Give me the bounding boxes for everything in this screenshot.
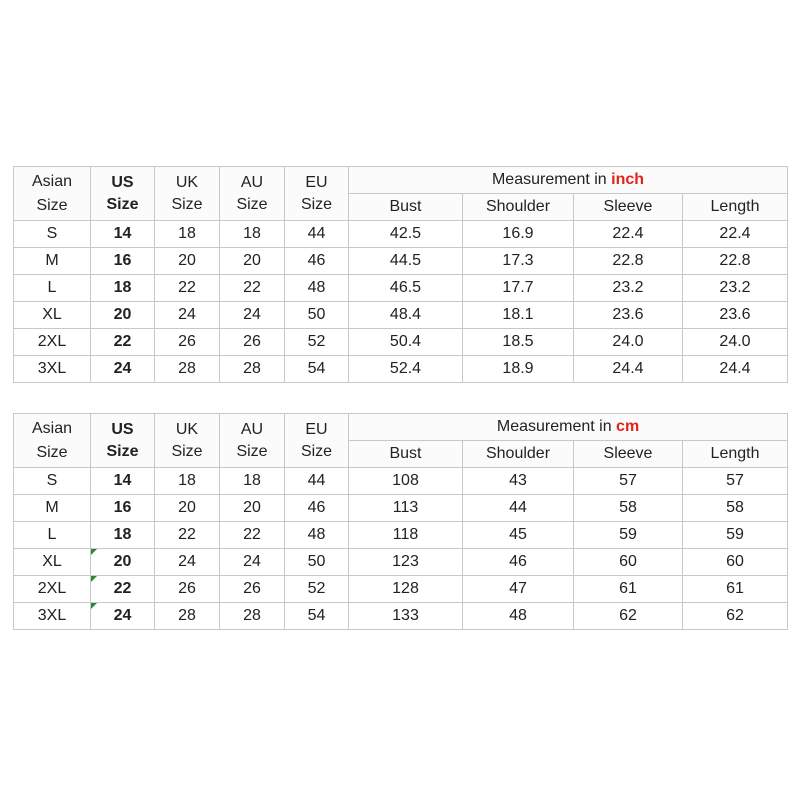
us-size-value: 20 (113, 553, 132, 570)
bust-cell: 133 (349, 603, 463, 630)
au-size-cell: 20 (220, 495, 285, 522)
sleeve-cell: 22.4 (574, 221, 683, 248)
header-text: AU (240, 420, 264, 438)
uk-size-cell: 28 (155, 356, 220, 383)
us-size-header (91, 167, 155, 221)
eu-size-cell: 54 (285, 603, 349, 630)
header-text: Size (36, 443, 68, 461)
shoulder-cell: 17.3 (463, 248, 574, 275)
table-row (14, 356, 788, 383)
header-text: EU (305, 173, 328, 191)
us-size-cell: 18 (91, 522, 155, 549)
length-cell: 61 (683, 576, 788, 603)
au-size-cell: 20 (220, 248, 285, 275)
uk-size-cell: 26 (155, 576, 220, 603)
uk-size-cell: 18 (155, 221, 220, 248)
header-text: UK (175, 173, 199, 191)
header-text: Asian (31, 419, 73, 437)
length-cell: 59 (683, 522, 788, 549)
asian-size-cell: XL (14, 302, 91, 329)
asian-size-cell: S (14, 221, 91, 248)
shoulder-cell: 46 (463, 549, 574, 576)
uk-size-cell: 24 (155, 302, 220, 329)
au-size-cell: 18 (220, 468, 285, 495)
sleeve-cell: 58 (574, 495, 683, 522)
table-row (14, 248, 788, 275)
shoulder-cell: 48 (463, 603, 574, 630)
measurement-prefix: Measurement in (491, 171, 607, 188)
table-row (14, 275, 788, 302)
us-size-cell: 24 (91, 356, 155, 383)
bust-cell: 113 (349, 495, 463, 522)
us-size-cell: 18 (91, 275, 155, 302)
au-size-cell: 28 (220, 603, 285, 630)
table-row (14, 522, 788, 549)
eu-size-cell: 54 (285, 356, 349, 383)
au-size-cell: 18 (220, 221, 285, 248)
shoulder-header: Shoulder (463, 441, 574, 468)
length-cell: 60 (683, 549, 788, 576)
us-size-cell (91, 603, 155, 630)
us-size-cell: 16 (91, 248, 155, 275)
header-text: UK (175, 420, 199, 438)
us-size-cell: 22 (91, 329, 155, 356)
asian-size-cell: 2XL (14, 329, 91, 356)
measurement-header (349, 167, 788, 194)
shoulder-cell: 47 (463, 576, 574, 603)
header-text: Size (36, 196, 68, 214)
sleeve-cell: 23.6 (574, 302, 683, 329)
bust-cell: 52.4 (349, 356, 463, 383)
eu-size-header (285, 414, 349, 468)
sleeve-header: Sleeve (574, 194, 683, 221)
sleeve-cell: 59 (574, 522, 683, 549)
header-text: Size (300, 442, 333, 460)
header-text: Size (106, 442, 139, 460)
uk-size-cell: 22 (155, 522, 220, 549)
shoulder-cell: 44 (463, 495, 574, 522)
asian-size-cell: L (14, 275, 91, 302)
bust-header: Bust (349, 194, 463, 221)
length-cell: 62 (683, 603, 788, 630)
header-row (14, 167, 788, 194)
eu-size-cell: 46 (285, 248, 349, 275)
au-size-cell: 22 (220, 275, 285, 302)
bust-cell: 123 (349, 549, 463, 576)
eu-size-cell: 50 (285, 549, 349, 576)
length-cell: 22.4 (683, 221, 788, 248)
header-row (14, 414, 788, 441)
asian-size-cell: 3XL (14, 603, 91, 630)
measurement-unit: inch (611, 171, 645, 188)
asian-size-cell: 3XL (14, 356, 91, 383)
shoulder-cell: 18.5 (463, 329, 574, 356)
eu-size-cell: 52 (285, 576, 349, 603)
length-header: Length (683, 194, 788, 221)
uk-size-cell: 24 (155, 549, 220, 576)
corner-marker-icon (91, 549, 97, 555)
us-size-cell: 20 (91, 302, 155, 329)
eu-size-cell: 46 (285, 495, 349, 522)
bust-cell: 46.5 (349, 275, 463, 302)
us-size-value: 22 (113, 580, 132, 597)
table-row (14, 302, 788, 329)
asian-size-header (14, 167, 91, 221)
bust-cell: 118 (349, 522, 463, 549)
asian-size-header (14, 414, 91, 468)
sleeve-cell: 23.2 (574, 275, 683, 302)
uk-size-cell: 20 (155, 495, 220, 522)
us-size-cell: 16 (91, 495, 155, 522)
size-table-cm (13, 413, 788, 630)
header-text: Size (236, 442, 268, 460)
table-row (14, 576, 788, 603)
sleeve-cell: 22.8 (574, 248, 683, 275)
table-row (14, 468, 788, 495)
header-text: US (111, 173, 134, 191)
us-size-cell (91, 549, 155, 576)
eu-size-cell: 52 (285, 329, 349, 356)
sleeve-cell: 62 (574, 603, 683, 630)
bust-cell: 44.5 (349, 248, 463, 275)
shoulder-cell: 16.9 (463, 221, 574, 248)
au-size-header (220, 414, 285, 468)
sleeve-cell: 24.0 (574, 329, 683, 356)
header-text: AU (240, 173, 264, 191)
asian-size-cell: 2XL (14, 576, 91, 603)
corner-marker-icon (91, 603, 97, 609)
length-cell: 24.4 (683, 356, 788, 383)
shoulder-header: Shoulder (463, 194, 574, 221)
table-row (14, 495, 788, 522)
uk-size-cell: 28 (155, 603, 220, 630)
bust-cell: 48.4 (349, 302, 463, 329)
bust-cell: 128 (349, 576, 463, 603)
header-text: EU (305, 420, 328, 438)
uk-size-cell: 20 (155, 248, 220, 275)
sleeve-header: Sleeve (574, 441, 683, 468)
length-cell: 23.6 (683, 302, 788, 329)
au-size-cell: 22 (220, 522, 285, 549)
header-text: Size (171, 442, 203, 460)
table-row (14, 549, 788, 576)
header-text: Asian (31, 172, 73, 190)
sleeve-cell: 57 (574, 468, 683, 495)
length-cell: 22.8 (683, 248, 788, 275)
measurement-unit: cm (616, 418, 640, 435)
length-cell: 23.2 (683, 275, 788, 302)
measurement-prefix: Measurement in (496, 418, 612, 435)
bust-cell: 108 (349, 468, 463, 495)
uk-size-cell: 26 (155, 329, 220, 356)
au-size-cell: 26 (220, 576, 285, 603)
asian-size-cell: M (14, 248, 91, 275)
shoulder-cell: 45 (463, 522, 574, 549)
bust-cell: 42.5 (349, 221, 463, 248)
table-row (14, 221, 788, 248)
sleeve-cell: 61 (574, 576, 683, 603)
asian-size-cell: L (14, 522, 91, 549)
us-size-cell (91, 576, 155, 603)
header-text: Size (171, 195, 203, 213)
uk-size-header (155, 167, 220, 221)
eu-size-cell: 48 (285, 275, 349, 302)
eu-size-cell: 44 (285, 468, 349, 495)
table-row (14, 329, 788, 356)
us-size-cell: 14 (91, 468, 155, 495)
asian-size-cell: XL (14, 549, 91, 576)
length-cell: 58 (683, 495, 788, 522)
shoulder-cell: 18.9 (463, 356, 574, 383)
shoulder-cell: 18.1 (463, 302, 574, 329)
us-size-header (91, 414, 155, 468)
header-text: Size (106, 195, 139, 213)
uk-size-cell: 18 (155, 468, 220, 495)
header-text: Size (236, 195, 268, 213)
asian-size-cell: M (14, 495, 91, 522)
length-header: Length (683, 441, 788, 468)
size-table-inch (13, 166, 788, 383)
eu-size-cell: 50 (285, 302, 349, 329)
eu-size-cell: 44 (285, 221, 349, 248)
au-size-cell: 24 (220, 549, 285, 576)
uk-size-cell: 22 (155, 275, 220, 302)
asian-size-cell: S (14, 468, 91, 495)
au-size-cell: 24 (220, 302, 285, 329)
sleeve-cell: 24.4 (574, 356, 683, 383)
shoulder-cell: 43 (463, 468, 574, 495)
header-text: US (111, 420, 134, 438)
shoulder-cell: 17.7 (463, 275, 574, 302)
bust-cell: 50.4 (349, 329, 463, 356)
bust-header: Bust (349, 441, 463, 468)
eu-size-header (285, 167, 349, 221)
us-size-value: 24 (113, 607, 132, 624)
table-row (14, 603, 788, 630)
sleeve-cell: 60 (574, 549, 683, 576)
header-text: Size (300, 195, 333, 213)
uk-size-header (155, 414, 220, 468)
length-cell: 57 (683, 468, 788, 495)
eu-size-cell: 48 (285, 522, 349, 549)
au-size-header (220, 167, 285, 221)
us-size-cell: 14 (91, 221, 155, 248)
measurement-header (349, 414, 788, 441)
corner-marker-icon (91, 576, 97, 582)
au-size-cell: 26 (220, 329, 285, 356)
au-size-cell: 28 (220, 356, 285, 383)
length-cell: 24.0 (683, 329, 788, 356)
